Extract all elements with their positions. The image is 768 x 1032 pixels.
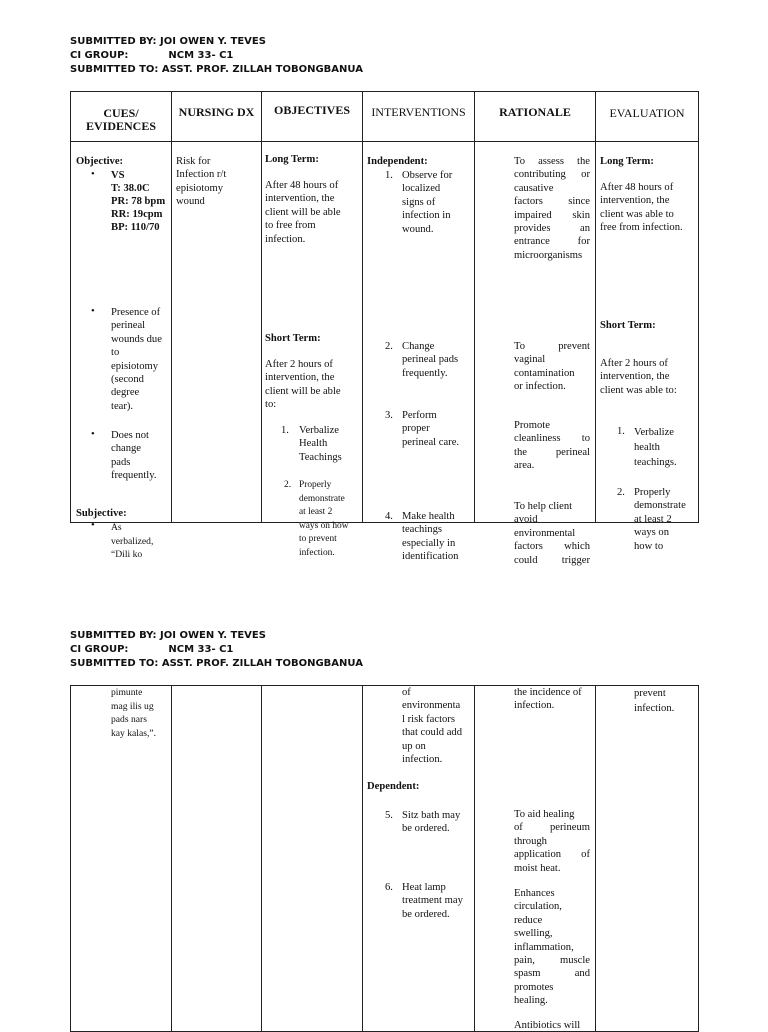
objective-label: Objective:	[76, 156, 124, 167]
list-number: 5.	[385, 810, 393, 821]
eval-long-term: After 48 hours of intervention, the client was able to free from infection.	[600, 182, 683, 234]
col-header-nursing-dx: NURSING DX	[172, 92, 262, 142]
ci-group-value: NCM 33- C1	[168, 644, 234, 656]
list-number: 2.	[385, 341, 393, 352]
list-number: 3.	[385, 410, 393, 421]
nursing-diagnosis: Risk for Infection r/t episiotomy wound	[176, 156, 227, 208]
objective-item-1: Verbalize Health Teachings	[299, 425, 342, 463]
ci-group-value: NCM 33- C1	[168, 50, 234, 62]
intervention-3: Perform proper perineal care.	[402, 410, 460, 448]
rationale-6: Enhances circulation, reduce swelling, inflammation, pain, muscle spasm and promotes healing.	[514, 888, 590, 1007]
eval-item-1: Verbalize health teachings.	[634, 427, 677, 468]
vs-temp: T: 38.0C	[111, 183, 150, 194]
eval-short-term: After 2 hours of intervention, the client was able to:	[600, 358, 677, 396]
intervention-4-cont: of environmenta l risk factors that could add up on infection.	[402, 687, 463, 766]
objective-item-2: Properly demonstrate at least 2 ways on how to prevent infection.	[299, 480, 349, 558]
intervention-1: Observe for localized signs of infection in wound.	[402, 170, 453, 235]
ci-group-label: CI GROUP:	[70, 50, 129, 62]
list-number: 2.	[284, 480, 292, 490]
eval-long-term-label: Long Term:	[600, 156, 654, 167]
list-number: 4.	[385, 511, 393, 522]
rationale-4: To help client avoid environmental factors which could trigger	[514, 501, 590, 566]
objectives-cell	[262, 686, 363, 1032]
ci-group	[70, 643, 363, 657]
vs-label: VS	[111, 170, 125, 181]
rationale-5: To aid healing of perineum through application of moist heat.	[514, 809, 590, 874]
submitted-to: SUBMITTED TO: ASST. PROF. ZILLAH TOBONGBANUA	[70, 64, 363, 76]
cues-cell	[71, 686, 172, 1032]
long-term-label: Long Term:	[265, 154, 319, 165]
list-number: 1.	[385, 170, 393, 181]
vs-pr: PR: 78 bpm	[111, 196, 166, 207]
rationale-cell	[475, 142, 596, 566]
bullet: •	[91, 169, 95, 180]
list-number: 2.	[617, 487, 625, 498]
col-header-cues: CUES/ EVIDENCES	[71, 92, 172, 142]
submitted-by: SUBMITTED BY: JOI OWEN Y. TEVES	[70, 630, 266, 641]
vs-bp: BP: 110/70	[111, 222, 160, 233]
rationale-7: Antibiotics will	[514, 1020, 581, 1031]
eval-item-2-cont: prevent infection.	[634, 688, 675, 714]
long-term-objective: After 48 hours of intervention, the client will be able to free from infection.	[265, 180, 341, 245]
submitted-to: SUBMITTED TO: ASST. PROF. ZILLAH TOBONGBANUA	[70, 658, 363, 670]
rationale-4-cont: the incidence of infection.	[514, 687, 582, 712]
rationale-cell	[475, 686, 596, 1032]
vs-rr: RR: 19cpm	[111, 209, 163, 220]
eval-item-2: Properly demonstrate at least 2 ways on how to	[634, 487, 686, 552]
nursing-dx-cell	[172, 142, 262, 523]
col-header-rationale: RATIONALE	[475, 92, 596, 142]
table-row	[71, 142, 699, 523]
col-header-objectives: OBJECTIVES	[262, 92, 363, 142]
interventions-cell	[363, 142, 475, 563]
evaluation-cell	[596, 142, 699, 552]
ci-group-label: CI GROUP:	[70, 644, 129, 656]
submitted-by: SUBMITTED BY: JOI OWEN Y. TEVES	[70, 36, 266, 47]
short-term-label: Short Term:	[265, 333, 321, 344]
objectives-cell	[262, 142, 363, 558]
cue-verbalized-cont: pimunte mag ilis ug pads nars kay kalas,”.	[111, 687, 157, 739]
col-header-evaluation: EVALUATION	[596, 92, 699, 142]
nursing-dx-cell	[172, 686, 262, 1032]
bullet: •	[91, 306, 95, 317]
short-term-objective: After 2 hours of intervention, the client will be able to:	[265, 359, 341, 411]
table-header-row	[71, 92, 699, 142]
document-header	[70, 35, 363, 78]
bullet: •	[91, 520, 95, 531]
rationale-2: To prevent vaginal contamination or infection.	[514, 341, 590, 393]
care-plan-table-continued	[70, 685, 699, 1032]
cue-pads: Does not change pads frequently.	[111, 430, 157, 482]
table-row	[71, 686, 699, 1032]
list-number: 1.	[617, 426, 625, 437]
col-header-interventions: INTERVENTIONS	[363, 92, 475, 142]
intervention-5: Sitz bath may be ordered.	[402, 810, 461, 835]
rationale-3: Promote cleanliness to the perineal area.	[514, 420, 590, 472]
intervention-2: Change perineal pads frequently.	[402, 341, 459, 379]
independent-label: Independent:	[367, 156, 428, 167]
eval-short-term-label: Short Term:	[600, 320, 656, 331]
cues-cell	[71, 142, 172, 561]
cue-wounds: Presence of perineal wounds due to episiotomy (second degree tear).	[111, 307, 162, 412]
care-plan-table	[70, 91, 699, 566]
subjective-label: Subjective:	[76, 508, 127, 519]
evaluation-cell	[596, 686, 699, 1032]
rationale-1: To assess the contributing or causative factors since impaired skin provides an entrance for microorganisms	[514, 156, 590, 261]
list-number: 1.	[281, 425, 289, 436]
document-header-page-2	[70, 629, 363, 672]
ci-group	[70, 49, 363, 63]
cue-verbalized: As verbalized, “Dili ko	[111, 522, 154, 561]
intervention-4: Make health teachings especially in identification	[402, 511, 459, 563]
list-number: 6.	[385, 882, 393, 893]
dependent-label: Dependent:	[367, 781, 420, 792]
intervention-6: Heat lamp treatment may be ordered.	[402, 882, 463, 920]
interventions-cell	[363, 686, 475, 1032]
bullet: •	[91, 429, 95, 440]
